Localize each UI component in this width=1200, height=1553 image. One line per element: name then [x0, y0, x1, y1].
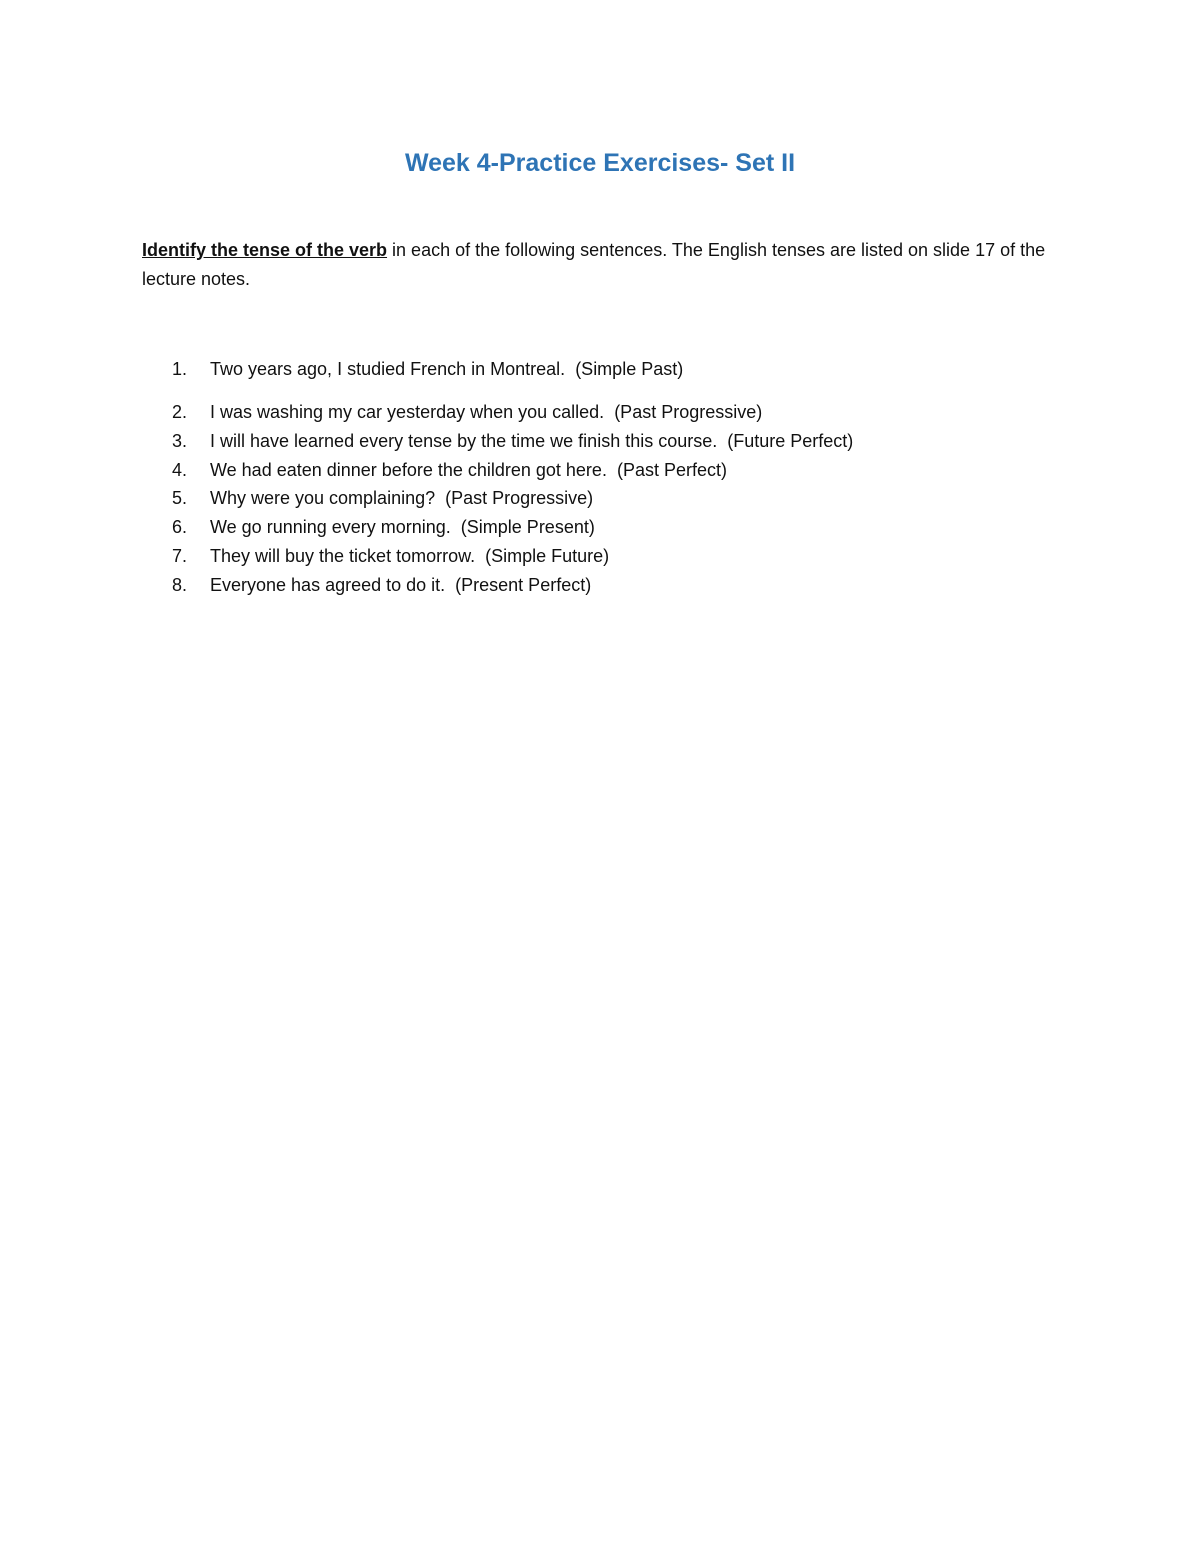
exercise-sentence: Why were you complaining?: [210, 488, 436, 508]
instructions-text: in each of the following sentences. The English tenses are listed on slide 17 of the lecture notes.: [142, 240, 1046, 289]
instructions-emphasis: Identify the tense of the verb: [142, 240, 388, 260]
exercise-number: 8.: [172, 575, 188, 595]
exercise-number: 1.: [172, 359, 188, 379]
exercise-sentence: I will have learned every tense by the time we finish this course.: [210, 431, 718, 451]
exercise-answer: (Past Progressive): [445, 488, 594, 508]
exercise-number: 3.: [172, 431, 188, 451]
exercise-sentence: We had eaten dinner before the children got here.: [210, 460, 607, 480]
exercise-line: [210, 428, 853, 454]
exercise-number: 7.: [172, 546, 188, 566]
exercise-line: [210, 485, 593, 511]
exercise-answer: (Present Perfect): [455, 575, 592, 595]
exercise-answer: (Simple Present): [460, 517, 595, 537]
exercise-number: 6.: [172, 517, 188, 537]
exercise-answer: (Simple Past): [575, 359, 684, 379]
exercise-line: [210, 399, 762, 425]
exercise-answer: (Future Perfect): [727, 431, 854, 451]
exercise-line: [210, 457, 727, 483]
exercise-answer: (Past Progressive): [614, 402, 763, 422]
instructions-paragraph: [142, 236, 1062, 294]
exercise-line: [210, 543, 609, 569]
exercise-answer: (Simple Future): [485, 546, 610, 566]
exercise-answer: (Past Perfect): [616, 460, 727, 480]
exercise-line: [210, 356, 683, 382]
exercise-line: [210, 514, 595, 540]
exercise-sentence: We go running every morning.: [210, 517, 451, 537]
exercise-sentence: Two years ago, I studied French in Montreal.: [210, 359, 566, 379]
exercise-number: 2.: [172, 402, 188, 422]
document-title: Week 4-Practice Exercises- Set II: [404, 149, 796, 177]
exercise-sentence: I was washing my car yesterday when you called.: [210, 402, 605, 422]
exercise-number: 4.: [172, 460, 188, 480]
exercise-line: [210, 572, 591, 598]
exercise-sentence: Everyone has agreed to do it.: [210, 575, 446, 595]
exercise-number: 5.: [172, 488, 188, 508]
exercise-sentence: They will buy the ticket tomorrow.: [210, 546, 476, 566]
